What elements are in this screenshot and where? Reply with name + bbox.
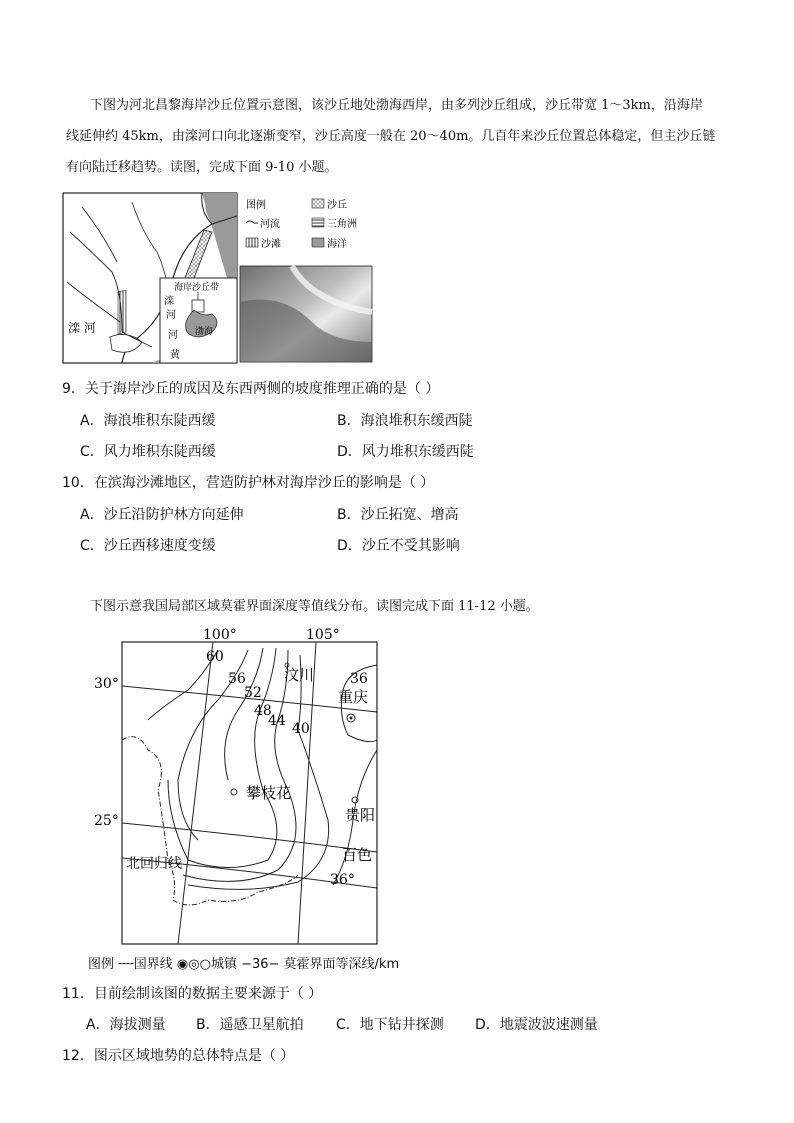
question-9-option-b[interactable]: B．海浪堆积东缓西陡: [337, 413, 473, 429]
legend-dune-swatch: [312, 199, 324, 208]
question-10-stem: 10．在滨海沙滩地区，营造防护林对海岸沙丘的影响是（ ）: [62, 475, 435, 491]
moho-figure: [88, 620, 388, 955]
contour-label-36-east: 36: [350, 671, 368, 687]
contour-label-44: 44: [268, 713, 286, 729]
moho-map: [88, 620, 388, 955]
luan-river-label: 滦 河: [68, 321, 96, 335]
intro-line-3: 有向陆迁移趋势。读图，完成下面 9-10 小题。: [66, 160, 338, 175]
intro-line-1: 下图为河北昌黎海岸沙丘位置示意图，该沙丘地处渤海西岸，由多列沙丘组成，沙丘带宽 1～3km，沿海岸: [90, 98, 703, 113]
question-11-option-b[interactable]: B．遥感卫星航拍: [196, 1017, 304, 1033]
legend-dune: 沙丘: [327, 200, 347, 211]
question-9-option-a[interactable]: A．海浪堆积东陡西缓: [80, 413, 216, 429]
question-10-option-d[interactable]: D．沙丘不受其影响: [337, 538, 460, 554]
inset-luan-2: 河: [166, 310, 176, 321]
question-9-stem: 9．关于海岸沙丘的成因及东西两侧的坡度推理正确的是（ ）: [62, 381, 440, 397]
legend-beach-swatch: [246, 238, 258, 247]
question-11-stem: 11．目前绘制该图的数据主要来源于（ ）: [62, 986, 323, 1002]
legend-river-symbol: [246, 221, 258, 223]
contour-label-52: 52: [244, 685, 262, 701]
legend-ocean-swatch: [312, 238, 324, 247]
legend-river: 河流: [260, 219, 280, 230]
legend-ocean: 海洋: [327, 239, 347, 250]
intro-paragraph-1: [66, 90, 746, 183]
lon-100-label: 100°: [203, 627, 237, 643]
question-10-option-c[interactable]: C．沙丘西移速度变缓: [80, 538, 216, 554]
question-11-option-d[interactable]: D．地震波波速测量: [475, 1017, 598, 1033]
inset-he: 河: [168, 330, 178, 341]
question-9-option-c[interactable]: C．风力堆积东陡西缓: [80, 444, 216, 460]
lat-30-label: 30°: [94, 676, 119, 692]
inset-dune-label: 海岸沙丘带: [174, 283, 220, 293]
contour-label-36-south: 36°: [330, 872, 355, 888]
legend-delta-swatch: [312, 218, 324, 227]
question-10-option-b[interactable]: B．沙丘拓宽、增高: [337, 507, 459, 523]
contour-label-60: 60: [206, 649, 224, 665]
inset-huang: 黄: [170, 350, 180, 361]
lon-105-label: 105°: [306, 627, 340, 643]
city-guiyang: 贵阳: [345, 806, 376, 824]
question-10-option-a[interactable]: A．沙丘沿防护林方向延伸: [80, 507, 244, 523]
question-11-option-a[interactable]: A．海拔测量: [86, 1017, 166, 1033]
contour-label-48: 48: [254, 703, 272, 719]
legend-title: 图例: [246, 200, 266, 211]
question-9-option-d[interactable]: D．风力堆积东缓西陡: [337, 444, 474, 460]
dune-map: [62, 192, 374, 364]
contour-label-56: 56: [228, 671, 246, 687]
lat-25-label: 25°: [94, 813, 119, 829]
tropic-label: 北回归线: [126, 856, 182, 872]
dune-figure: [62, 192, 374, 364]
question-11-option-c[interactable]: C．地下钻井探测: [336, 1017, 444, 1033]
city-baise: 百色: [342, 846, 373, 864]
legend-beach: 沙滩: [261, 239, 281, 250]
city-wenchuan: 汶川: [284, 666, 315, 684]
question-12-stem: 12．图示区域地势的总体特点是（ ）: [62, 1048, 295, 1064]
contour-label-40: 40: [292, 721, 310, 737]
intro-line-2: 线延伸约 45km，由滦河口向北逐渐变窄，沙丘高度一般在 20～40m。几百年来沙丘位置总体稳定，但主沙丘链: [66, 129, 716, 144]
inset-luan-1: 滦: [164, 296, 174, 307]
city-chongqing: 重庆: [338, 688, 369, 706]
inset-bohai: 渤海: [195, 327, 214, 337]
intro-paragraph-2: 下图示意我国局部区域莫霍界面深度等值线分布。读图完成下面 11-12 小题。: [90, 599, 539, 614]
legend-delta: 三角洲: [327, 219, 357, 230]
city-panzhihua: 攀枝花: [246, 784, 292, 802]
moho-legend: 图例 ╌╌国界线 ◉◎○城镇 −36− 莫霍界面等深线/km: [88, 957, 400, 972]
